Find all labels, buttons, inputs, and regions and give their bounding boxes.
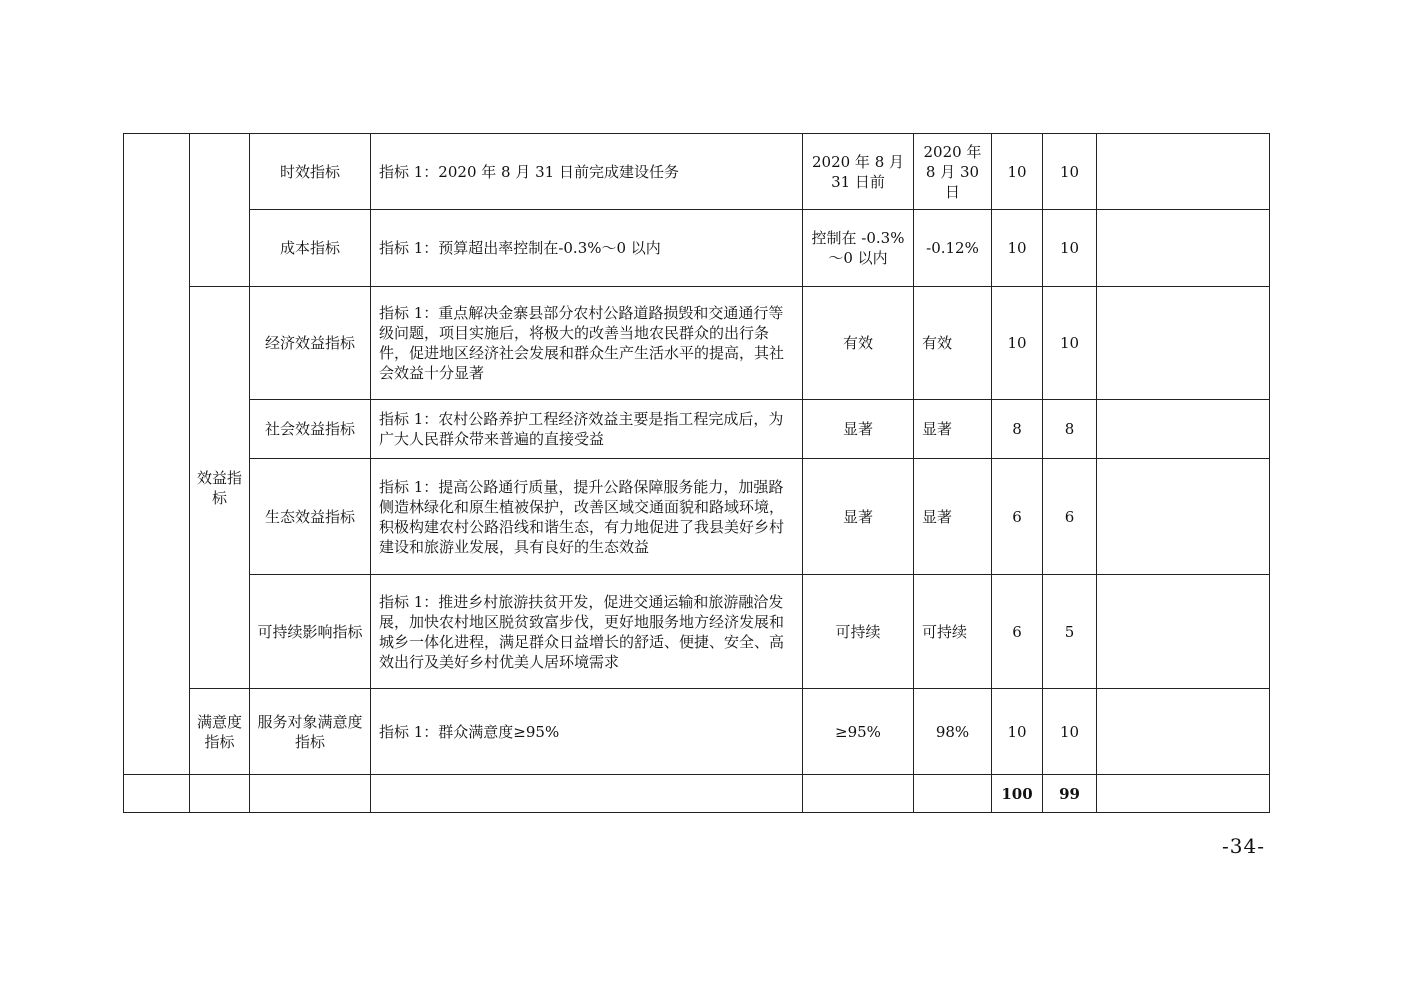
score-value: 10 [1043, 287, 1097, 400]
target-value: 可持续 [803, 575, 914, 689]
remark-cell [1097, 287, 1270, 400]
actual-value: 2020 年 8 月 30 日 [914, 134, 992, 210]
remark-cell [1097, 575, 1270, 689]
indicator-name: 成本指标 [250, 210, 371, 287]
weight-value: 10 [992, 287, 1043, 400]
actual-value: 显著 [914, 400, 992, 459]
weight-value: 6 [992, 575, 1043, 689]
remark-cell [1097, 459, 1270, 575]
actual-value: 可持续 [914, 575, 992, 689]
remark-cell [1097, 400, 1270, 459]
indicator-description: 指标 1：预算超出率控制在-0.3%～0 以内 [371, 210, 803, 287]
target-value: 显著 [803, 400, 914, 459]
indicator-description: 指标 1：推进乡村旅游扶贫开发，促进交通运输和旅游融洽发展，加快农村地区脱贫致富步伐，更好地服务地方经济发展和城乡一体化进程，满足群众日益增长的舒适、便捷、安全、高效出行及美好乡村优美人居环境需求 [371, 575, 803, 689]
category-cell: 效益指标 [190, 287, 250, 689]
actual-value: -0.12% [914, 210, 992, 287]
target-value: 显著 [803, 459, 914, 575]
table-row [124, 400, 1270, 459]
category-cell [190, 134, 250, 287]
weight-value: 10 [992, 689, 1043, 775]
empty-cell [803, 775, 914, 813]
score-value: 10 [1043, 134, 1097, 210]
table-row [124, 287, 1270, 400]
score-value: 10 [1043, 689, 1097, 775]
remark-cell [1097, 134, 1270, 210]
actual-value: 显著 [914, 459, 992, 575]
remark-cell [1097, 775, 1270, 813]
level1-cell [124, 134, 190, 287]
table-row [124, 689, 1270, 775]
page-number: -34- [1222, 834, 1265, 858]
category-cell: 满意度指标 [190, 689, 250, 775]
actual-value: 98% [914, 689, 992, 775]
score-value: 5 [1043, 575, 1097, 689]
indicator-name: 社会效益指标 [250, 400, 371, 459]
level1-cell [124, 287, 190, 775]
target-value: 有效 [803, 287, 914, 400]
indicator-name: 经济效益指标 [250, 287, 371, 400]
weight-value: 6 [992, 459, 1043, 575]
indicator-name: 服务对象满意度指标 [250, 689, 371, 775]
score-value: 10 [1043, 210, 1097, 287]
target-value: ≥95% [803, 689, 914, 775]
table-row [124, 210, 1270, 287]
weight-value: 10 [992, 210, 1043, 287]
table-row [124, 459, 1270, 575]
total-score: 99 [1043, 775, 1097, 813]
indicator-description: 指标 1：农村公路养护工程经济效益主要是指工程完成后，为广大人民群众带来普遍的直接受益 [371, 400, 803, 459]
indicator-name: 时效指标 [250, 134, 371, 210]
target-value: 控制在 -0.3%～0 以内 [803, 210, 914, 287]
empty-cell [914, 775, 992, 813]
empty-cell [371, 775, 803, 813]
target-value: 2020 年 8 月 31 日前 [803, 134, 914, 210]
empty-cell [190, 775, 250, 813]
table-row [124, 575, 1270, 689]
table-row [124, 134, 1270, 210]
empty-cell [124, 775, 190, 813]
indicator-name: 可持续影响指标 [250, 575, 371, 689]
indicator-description: 指标 1：重点解决金寨县部分农村公路道路损毁和交通通行等级问题，项目实施后，将极大的改善当地农民群众的出行条件，促进地区经济社会发展和群众生产生活水平的提高，其社会效益十分显著 [371, 287, 803, 400]
score-value: 8 [1043, 400, 1097, 459]
indicator-description: 指标 1：提高公路通行质量，提升公路保障服务能力，加强路侧造林绿化和原生植被保护，改善区域交通面貌和路域环境，积极构建农村公路沿线和谐生态，有力地促进了我县美好乡村建设和旅游业发展，具有良好的生态效益 [371, 459, 803, 575]
actual-value: 有效 [914, 287, 992, 400]
score-value: 6 [1043, 459, 1097, 575]
empty-cell [250, 775, 371, 813]
weight-value: 8 [992, 400, 1043, 459]
performance-indicator-table [123, 133, 1270, 813]
remark-cell [1097, 689, 1270, 775]
remark-cell [1097, 210, 1270, 287]
indicator-name: 生态效益指标 [250, 459, 371, 575]
totals-row [124, 775, 1270, 813]
weight-value: 10 [992, 134, 1043, 210]
indicator-description: 指标 1：群众满意度≥95% [371, 689, 803, 775]
total-weight: 100 [992, 775, 1043, 813]
indicator-description: 指标 1：2020 年 8 月 31 日前完成建设任务 [371, 134, 803, 210]
